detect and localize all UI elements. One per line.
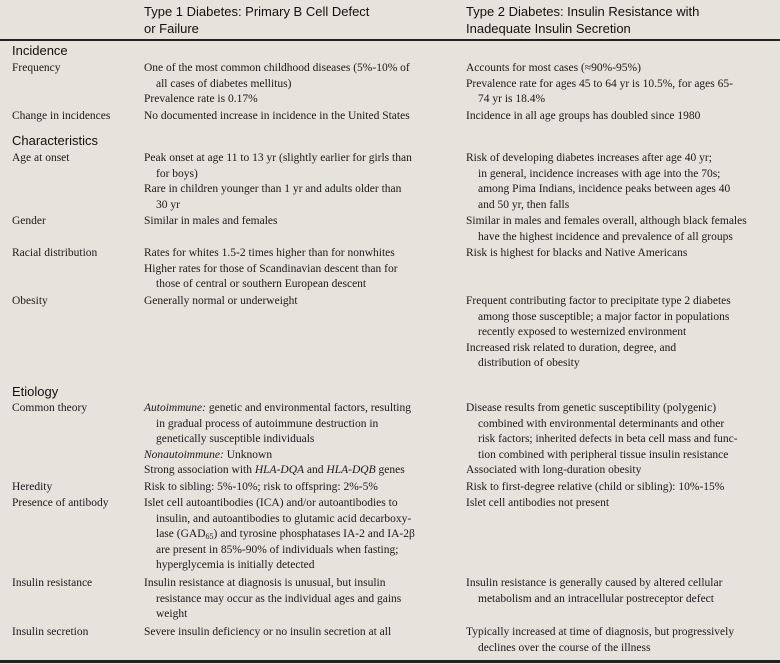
theory-type2-line: Associated with long-duration obesity (466, 464, 642, 476)
theory-type2-line: risk factors; inherited defects in beta cell mass and func- (478, 433, 738, 445)
age-type2 (466, 151, 730, 213)
section-incidence: Incidence (12, 43, 68, 58)
age-type2-line: in general, incidence increases with age into the 70s; (478, 167, 721, 180)
resistance-type2-line: Insulin resistance is generally caused by altered cellular (466, 577, 723, 589)
antibody-type1-line: hyperglycemia is initially detected (156, 559, 315, 571)
age-type1 (144, 151, 412, 213)
row-label-resistance: Insulin resistance (12, 577, 93, 589)
gender-type2 (466, 214, 747, 245)
frequency-type2-line: Accounts for most cases (≈90%-95%) (466, 62, 641, 74)
theory-text: Strong association with (144, 464, 255, 476)
frequency-type2-line: 74 yr is 18.4% (478, 93, 546, 105)
row-label-antibody: Presence of antibody (12, 497, 109, 509)
obesity-type2-line: among those susceptible; a major factor in populations (478, 310, 730, 323)
type1-header-line1: Type 1 Diabetes: Primary B Cell Defect (144, 4, 370, 19)
row-label-heredity: Heredity (12, 481, 53, 493)
obesity-type2-line: Increased risk related to duration, degree, and (466, 341, 677, 354)
gad-subscript: 65 (205, 532, 214, 541)
theory-type1-line: in gradual process of autoimmune destruction in (156, 417, 379, 430)
row-label-secretion: Insulin secretion (12, 626, 89, 638)
age-type2-line: Risk of developing diabetes increases after age 40 yr; (466, 152, 712, 164)
gene-name: HLA-DQB (326, 464, 376, 476)
age-type2-line: among Pima Indians, incidence peaks between ages 40 (478, 183, 731, 195)
secretion-type2-line: declines over the course of the illness (478, 641, 651, 654)
age-type1-line: Peak onset at age 11 to 13 yr (slightly earlier for girls than (144, 152, 412, 164)
change-type1: No documented increase in incidence in the United States (144, 110, 410, 122)
theory-type1-line (144, 463, 411, 479)
autoimmune-term: Autoimmune: (144, 402, 206, 414)
row-label-theory: Common theory (12, 402, 88, 414)
table-bottom-rule (0, 660, 780, 663)
change-type2: Incidence in all age groups has doubled since 1980 (466, 110, 701, 122)
row-label-obesity: Obesity (12, 295, 48, 307)
theory-type2-line: tion combined with peripheral tissue insulin resistance (478, 448, 729, 461)
antibody-type1-line (144, 527, 415, 543)
type2-header-line1: Type 2 Diabetes: Insulin Resistance with (466, 4, 700, 19)
racial-type1 (144, 246, 398, 293)
resistance-type1-line: weight (156, 608, 188, 620)
antibody-type2: Islet cell antibodies not present (466, 497, 610, 509)
secretion-type2 (466, 625, 734, 656)
gender-type2-line: have the highest incidence and prevalence of all groups (478, 230, 733, 243)
antibody-text: lase (GAD (156, 528, 206, 540)
age-type2-line: and 50 yr, then falls (478, 198, 570, 211)
antibody-type1-line: insulin, and autoantibodies to glutamic acid decarboxy- (156, 512, 412, 525)
row-label-racial: Racial distribution (12, 247, 98, 259)
table-header (0, 0, 780, 38)
resistance-type1-line: Insulin resistance at diagnosis is unusual, but insulin (144, 577, 386, 589)
antibody-type1 (144, 496, 415, 574)
theory-text: genetic and environmental factors, resulting (205, 402, 411, 414)
theory-text: genes (375, 464, 405, 476)
theory-text: and (304, 464, 327, 476)
heredity-type2: Risk to first-degree relative (child or sibling): 10%-15% (466, 481, 725, 493)
age-type1-line: for boys) (156, 167, 198, 180)
racial-type1-line: Higher rates for those of Scandinavian descent than for (144, 262, 398, 275)
age-type1-line: Rare in children younger than 1 yr and adults older than (144, 183, 402, 195)
frequency-type2-line: Prevalence rate for ages 45 to 64 yr is 10.5%, for ages 65- (466, 77, 733, 90)
row-label-frequency: Frequency (12, 62, 61, 74)
antibody-type1-line: are present in 85%-90% of individuals when fasting; (156, 543, 399, 556)
row-label-change: Change in incidences (12, 110, 111, 122)
gender-type2-line: Similar in males and females overall, although black females (466, 215, 747, 227)
row-label-age: Age at onset (12, 152, 70, 164)
antibody-type1-line: Islet cell autoantibodies (ICA) and/or autoantibodies to (144, 497, 398, 509)
resistance-type2 (466, 576, 722, 607)
frequency-type1-line: Prevalence rate is 0.17% (144, 93, 258, 105)
antibody-text: ) and tyrosine phosphatases IA-2 and IA-2β (213, 528, 415, 540)
secretion-type1: Severe insulin deficiency or no insulin secretion at all (144, 626, 392, 638)
section-characteristics: Characteristics (12, 133, 98, 148)
nonautoimmune-term: Nonautoimmune: (144, 448, 224, 461)
type1-column-header (144, 3, 444, 37)
header-rule (0, 39, 780, 41)
obesity-type2-line: distribution of obesity (478, 357, 580, 369)
resistance-type1 (144, 576, 401, 623)
theory-type2-line: combined with environmental determinants and other (478, 417, 725, 430)
frequency-type1-line: One of the most common childhood diseases (5%-10% of (144, 62, 410, 74)
theory-type2-line: Disease results from genetic susceptibility (polygenic) (466, 402, 717, 414)
racial-type1-line: those of central or southern European descent (156, 278, 367, 290)
obesity-type2-line: Frequent contributing factor to precipitate type 2 diabetes (466, 295, 731, 307)
type2-column-header (466, 3, 776, 37)
type2-header-line2: Inadequate Insulin Secretion (466, 21, 631, 36)
type1-header-line2: or Failure (144, 21, 199, 36)
theory-type1-line (144, 401, 411, 417)
theory-type2 (466, 401, 738, 479)
gene-name: HLA-DQA (254, 464, 305, 476)
resistance-type2-line: metabolism and an intracellular postreceptor defect (478, 592, 714, 605)
heredity-type1: Risk to sibling: 5%-10%; risk to offspring: 2%-5% (144, 481, 378, 493)
theory-type1-line: genetically susceptible individuals (156, 433, 315, 445)
secretion-type2-line: Typically increased at time of diagnosis, but progressively (466, 626, 735, 638)
frequency-type1-line: all cases of diabetes mellitus) (156, 77, 292, 90)
row-label-gender: Gender (12, 215, 46, 227)
gender-type1: Similar in males and females (144, 215, 278, 227)
frequency-type1 (144, 61, 410, 108)
theory-text: Unknown (223, 448, 273, 461)
obesity-type1: Generally normal or underweight (144, 295, 298, 307)
resistance-type1-line: resistance may occur as the individual ages and gains (156, 592, 402, 605)
racial-type1-line: Rates for whites 1.5-2 times higher than for nonwhites (144, 247, 395, 259)
racial-type2: Risk is highest for blacks and Native Americans (466, 247, 688, 259)
frequency-type2 (466, 61, 733, 108)
obesity-type2 (466, 294, 731, 372)
obesity-type2-line: recently exposed to westernized environment (478, 326, 687, 338)
theory-type1 (144, 401, 411, 479)
age-type1-line: 30 yr (156, 198, 180, 211)
section-etiology: Etiology (12, 384, 59, 399)
theory-type1-line (144, 448, 411, 464)
